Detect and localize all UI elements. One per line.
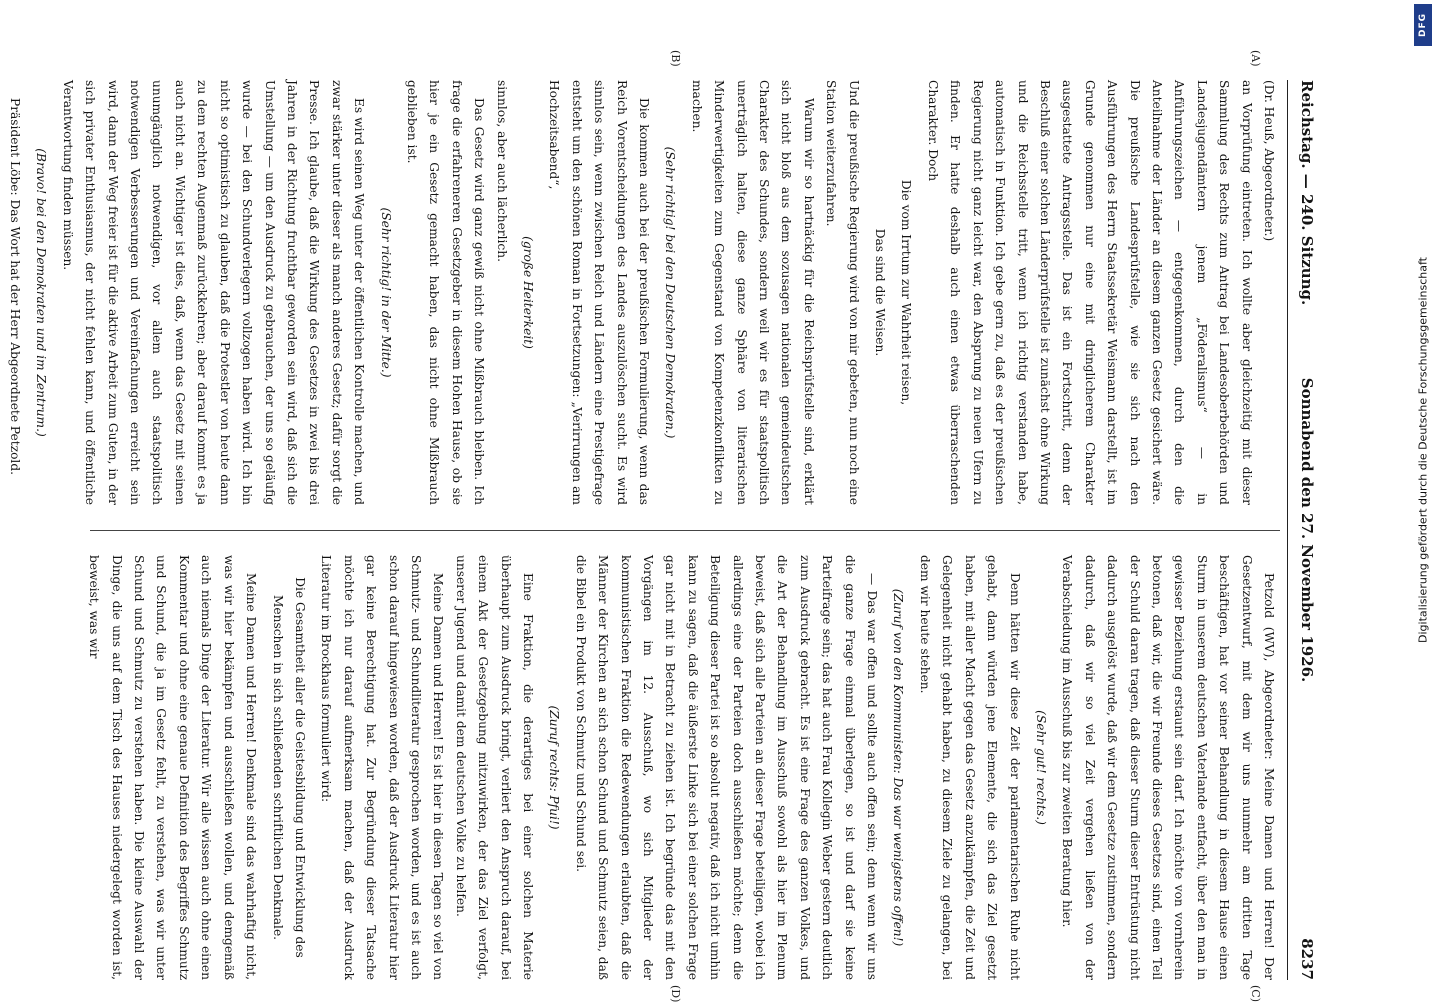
paragraph: Präsident Löbe: Das Wort hat der Herr Abgeordnete Petzold.: [8, 98, 23, 475]
paragraph: — Das war offen und sollte auch offen sein; denn wenn wir uns die ganze Frage einmal überlegen, so ist und darf sie keine Parteifrage sein; das hat auch Frau Kollegin Weber gestern deutlich zum Ausdruck gebracht. Es ist eine Frage des ganzen Volkes, und die Art der Behandlung im Ausschuß sowohl als hier im Plenum beweist, daß sich alle Parteien an dieser Frage beteiligen, wobei ich allerdings eine der Parteien doch ausschließen möchte; denn die Beteiligung dieser Partei ist so absolut negativ, daß ich nicht umhin kann zu sagen, daß die äußerste Linke sich bei einer solchen Frage gar nicht mit in Betracht zu ziehen ist. Ich begründe das mit den Vorgängen im 12. Ausschuß, wo sich Mitglieder der kommunistischen Fraktion die Redewendungen erlaubten, daß die Männer der Kirchen an sich schon Schund und Schmutz seien, daß die Bibel ein Produkt von Schmutz und Schund sei.: [573, 555, 880, 980]
header-date: Sonnabend den 27. November 1926.: [1298, 377, 1316, 683]
paragraph: Meine Damen und Herren! Es ist hier in diesen Tagen so viel von Schmutz- und Schundliteratur gesprochen worden, und es ist auch schon darauf hingewiesen worden, daß der Ausdruck Literatur hier gar keine Berechtigung hat. Zur Begründung dieser Tatsache möchte ich nur darauf aufmerksam machen, daß der Ausdruck Literatur im Brockhaus formuliert wird:: [319, 555, 446, 980]
paragraph: (Dr. Heuß, Abgeordneter.): [1262, 80, 1276, 242]
header-session: Reichstag. — 240. Sitzung.: [1298, 80, 1316, 306]
interjection: (große Heiterkeit): [521, 236, 535, 349]
margin-mark-d: (D): [669, 985, 682, 1002]
interjection: (Sehr gut! rechts.): [1033, 710, 1048, 825]
right-column: [87, 555, 1280, 980]
column-divider: [90, 530, 1280, 531]
interjection: (Bravo! bei den Demokraten und im Zentrum.): [34, 148, 49, 437]
paragraph: Warum wir so hartnäckig für die Reichsprüfstelle sind, erklärt sich nicht bloß aus dem sozusagen nationalen gemeindeutschen Charakter des Schundes, sondern weil wir es für staatspolitisch unerträglich halten, diese ganze Sphäre von literarischen Minderwertigkeiten zum Gegenstand von Kompetenzkonflikten zu machen.: [689, 80, 816, 505]
interjection: (Zuruf rechts: Pfui!): [547, 705, 562, 830]
interjection: (Sehr richtig! in der Mitte.): [378, 207, 393, 378]
paragraph: Die kommen auch bei der preußischen Formulierung, wenn das Reich Vorentscheidungen des Landes auszulöschen sucht. Es wird sinnlos sein, wenn zwischen Reich und Ländern eine Prestigefrage entsteht um den schönen Roman in Fortsetzungen: „Verirrungen am Hochzeitsabend“,: [547, 80, 652, 505]
paragraph: Meine Damen und Herren! Denkmale sind das wahrhaftig nicht, was wir hier bekämpfen und ausschließen wollen, und demgemäß auch niemals Dinge der Literatur. Wir alle wissen auch ohne einen Kommentar und ohne eine genaue Definition des Begriffes Schmutz und Schund, die ja im Gesetz fehlt, zu verstehen, was wir unter Schund und Schmutz zu verstehen haben. Die kleine Auswahl der Dinge, die uns auf dem Tisch des Hauses niedergelegt worden ist, beweist, was wir: [87, 555, 259, 980]
centered-line: Die vom Irrtum zur Wahrheit reisen,: [899, 179, 914, 406]
paragraph: sinnlos, aber auch lächerlich.: [494, 80, 509, 262]
margin-mark-b: (B): [669, 50, 682, 67]
paragraph: Und die preußische Regierung wird von mir gebeten, nun noch eine Station weiterzufahren.: [824, 80, 861, 505]
page-number: 8237: [1298, 938, 1316, 980]
margin-mark-a: (A): [1249, 50, 1262, 67]
margin-mark-c: (C): [1249, 985, 1262, 1002]
paragraph: an Vorprüfung eintreten. Ich wollte aber gleichzeitig mit dieser Sammlung des Rechts zum Antrag bei Landesoberbehörden und Landesjugendämtern jenem „Föderalismus“ — in Anführungszeichen — entgegenkommen, durch den die Anteilnahme der Länder an diesem ganzen Gesetz gesichert wäre. Die preußische Landesprüfstelle, wie sie sich nach den Ausführungen des Herrn Staatssekretär Weismann darstellt, ist im Grunde genommen nur eine mit dringlicherem Charakter ausgestattete Antragsstelle. Das ist ein Fortschritt, denn der Beschluß einer solchen Länderprüfstelle ist zunächst ohne Wirkung und die Reichsstelle tritt, wenn ich richtig verstanden habe, automatisch in Funktion. Ich gebe gern zu, daß es der preußischen Regierung nicht ganz leicht war, den Absprung zu neuen Ufern zu finden. Er hatte deshalb auch einen etwas überraschenden Charakter. Doch: [925, 80, 1254, 505]
running-head: [1287, 80, 1322, 980]
dfg-logo: DFG: [1414, 4, 1432, 46]
interjection: (Sehr richtig! bei den Deutschen Demokraten.): [663, 146, 678, 439]
centered-line: Das sind die Weisen.: [873, 228, 888, 357]
digitization-credit: Digitalisierung gefördert durch die Deutsche Forschungsgemeinschaft: [1416, 257, 1430, 643]
interjection: (Zuruf von den Kommunisten: Das war wenigstens offen!): [891, 588, 906, 947]
centered-line: Die Gesamtheit aller die Geistesbildung und Entwicklung des Menschen in sich schließenden schriftlichen Denkmale.: [270, 577, 307, 958]
dfg-side-label: [1412, 0, 1434, 1000]
left-column: [8, 80, 1280, 505]
paragraph: Eine Fraktion, die derartiges bei einer solchen Materie überhaupt zum Ausdruck bringt, verliert den Anspruch darauf, bei einem Akt der Gesetzgebung mitzuwirken, der das Ziel verfolgt, unserer Jugend und damit dem deutschen Volke zu helfen.: [453, 555, 535, 980]
paragraph: Denn hätten wir diese Zeit der parlamentarischen Ruhe nicht gehabt, dann würden jene Elemente, die sich das Ziel gesetzt haben, mit aller Macht gegen das Gesetz anzukämpfen, die Zeit und Gelegenheit nicht gehabt haben, zu diesem Ziele zu gelangen, bei dem wir heute stehen.: [917, 555, 1022, 980]
newspaper-page: [8, 50, 1322, 1002]
paragraph: Petzold (WV), Abgeordneter: Meine Damen und Herren! Der Gesetzentwurf, mit dem wir uns nunmehr am dritten Tage beschäftigen, hat vor seiner Behandlung in diesem Hause einen Sturm in unserem deutschen Vaterlande entfacht, über den man in gewisser Beziehung erstaunt sein darf. Ich möchte von vornherein betonen, daß wir, die wir Freunde dieses Gesetzes sind, einen Teil der Schuld daran tragen, daß dieser Sturm dieser Entrüstung nicht dadurch ausgelöst wurde, daß wir dem Gesetze zustimmen, sondern dadurch, daß wir so viel Zeit vergehen ließen von der Verabschiedung im Ausschuß bis zur zweiten Beratung hier.: [1060, 555, 1276, 980]
paragraph: Es wird seinen Weg unter der öffentlichen Kontrolle machen, und zwar stärker unter dieser als manch anderes Gesetz; dafür sorgt die Presse. Ich glaube, daß die Wirkung des Gesetzes in zwei bis drei Jahren in der Richtung fruchtbar geworden sein wird, daß sich die Umstellung — um den Ausdruck zu gebrauchen, der uns so geläufig wurde — bei den Schundverlegern vollzogen haben wird. Ich bin nicht so optimistisch zu glauben, daß die Protestler von heute dann zu dem rechten Augenmaß zurückkehren; aber darauf kommt es ja auch nicht an. Wichtiger ist dies, daß, wenn das Gesetz mit seinen unumgänglich notwendigen, vor allem auch staatspolitisch notwendigen Verbesserungen und Vereinfachungen erreicht sein wird, dann der Weg freier ist für die aktive Arbeit zum Guten, in der sich privater Enthusiasmus, der nicht fehlen kann, und öffentliche Verantwortung finden müssen.: [60, 80, 367, 505]
paragraph: Das Gesetz wird ganz gewiß nicht ohne Mißbrauch bleiben. Ich frage die erfahreneren Gesetzgeber in diesem Hohen Hause, ob sie hier je ein Gesetz gemacht haben, das nicht ohne Mißbrauch geblieben ist.: [404, 80, 487, 505]
